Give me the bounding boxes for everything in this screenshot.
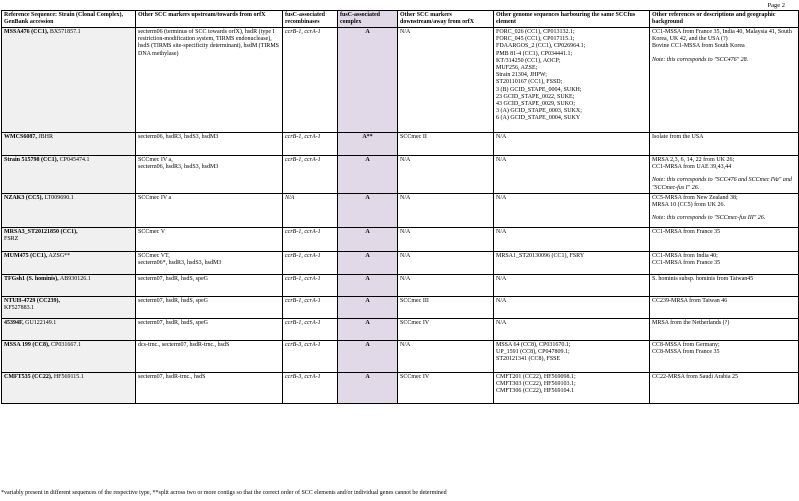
other-genomes: MSSA 64 (CC8), CP031670.1; UP_1591 (CC8), CP047809.1; ST20121341 (CC8), FSSE — [496, 341, 571, 363]
cell-complex — [338, 372, 398, 403]
cell-upstream — [136, 227, 283, 251]
col-header-other-genomes: Other genome sequences harbouring the same SCCfus element — [494, 11, 650, 28]
strain-name: MSSA 199 (CC8), — [4, 341, 50, 348]
other-genomes: CMFT201 (CC22), HF569098.1; CMFT303 (CC22), HF569103.1; CMFT306 (CC22), HF569104.1 — [496, 373, 576, 395]
strain-name: NTUH-4729 (CC239), — [4, 297, 60, 304]
strain-name: MUM475 (CC1), — [4, 252, 48, 259]
cell-references — [650, 251, 799, 274]
cell-strain — [2, 318, 136, 340]
cell-other-genomes — [494, 193, 650, 227]
cell-references — [650, 340, 799, 372]
cell-references — [650, 28, 799, 133]
complex-value: A** — [362, 134, 373, 140]
upstream-markers: secterm07, hsdR, hsdS, speG — [138, 297, 208, 304]
references-text: CC239-MRSA from Taiwan 46 — [652, 297, 728, 304]
upstream-markers: SCCmec VT, secterm06*, hsdR3, hsdS3, hsdM3 — [138, 252, 222, 267]
complex-value: A — [365, 157, 370, 163]
cell-downstream — [398, 28, 494, 133]
cell-strain — [2, 156, 136, 194]
genbank-accession: AZSG** — [47, 252, 71, 259]
references-text: CC5-MRSA from New Zealand 38; MRSA 10 (CC5) from UK 26. — [652, 194, 738, 209]
cell-complex — [338, 340, 398, 372]
downstream-markers: N/A — [400, 252, 411, 259]
cell-upstream — [136, 274, 283, 296]
cell-strain — [2, 372, 136, 403]
downstream-markers: N/A — [400, 341, 411, 348]
upstream-markers: SCCmec IV a — [138, 194, 172, 201]
col-header-recombinases: fusC-associated recombinases — [283, 11, 338, 28]
references-text: MRSA from the Netherlands (?) — [652, 319, 730, 326]
cell-strain — [2, 227, 136, 251]
other-genomes: N/A — [496, 134, 507, 140]
cell-upstream — [136, 156, 283, 194]
table-row — [2, 296, 799, 318]
complex-value: A — [365, 373, 370, 380]
cell-upstream — [136, 372, 283, 403]
cell-recombinases — [283, 296, 338, 318]
strain-name: MSSA476 (CC1), — [4, 29, 49, 35]
complex-value: A — [365, 297, 370, 304]
cell-upstream — [136, 193, 283, 227]
cell-recombinases — [283, 156, 338, 194]
cell-other-genomes — [494, 227, 650, 251]
upstream-markers: SCCmec IV a, secterm06, hsdR3, hsdS3, hsdM3 — [138, 157, 219, 171]
cell-other-genomes — [494, 133, 650, 156]
recombinases: ccrB-1, ccrA-1 — [285, 157, 321, 163]
genbank-accession: CP045474.1 — [58, 157, 90, 163]
recombinases: ccrB-1, ccrA-1 — [285, 252, 321, 259]
references-text: S. hominis subsp. hominis from Taiwan45 — [652, 275, 754, 282]
downstream-markers: SCCmec II — [400, 134, 427, 140]
cell-recombinases — [283, 340, 338, 372]
col-header-strain: Reference Sequence: Strain (Clonal Complex), GenBank accession — [2, 11, 136, 28]
cell-complex — [338, 296, 398, 318]
note-text: Note: this corresponds to "SCCmec-fus III" 26. — [652, 215, 766, 222]
recombinases: ccrB-3, ccrA-1 — [285, 341, 321, 348]
cell-complex — [338, 133, 398, 156]
other-genomes: FORC_026 (CC1), CP013132.1; FORC_045 (CC1), CP017115.1; FDAARGOS_2 (CC1), CP026964.1; PMB 81-4 (CC1), CP034441.1; KT/314250 (CC1), AOCP; MUF256, AZSE; Strain 21304, JHPW; ST20110167 (CC1), FSSD; 3 (B) GCID_STAPE_0004, SUKH; 23 GCID_STAPE_0022, SUKE; 43 GCID_STAPE_0029, SUKO; 3 (A) GCID_STAPE_0003, SUKX; 6 (A) GCID_STAPE_0004, SUKY — [496, 29, 586, 122]
downstream-markers: SCCmec III — [400, 297, 429, 304]
references-text: CC8-MSSA from Germany; CC8-MSSA from France 35 — [652, 341, 720, 356]
cell-references — [650, 156, 799, 194]
complex-value: A — [365, 319, 370, 326]
cell-recombinases — [283, 227, 338, 251]
cell-other-genomes — [494, 340, 650, 372]
cell-other-genomes — [494, 156, 650, 194]
scc-fus-table — [1, 10, 799, 404]
cell-other-genomes — [494, 296, 650, 318]
cell-downstream — [398, 296, 494, 318]
other-genomes: N/A — [496, 194, 507, 201]
references-text: CC1-MRSA from France 35 — [652, 228, 721, 235]
cell-recombinases — [283, 193, 338, 227]
upstream-markers: secterm07, hsdR, hsdS, speG — [138, 319, 208, 326]
cell-downstream — [398, 133, 494, 156]
cell-strain — [2, 28, 136, 133]
complex-value: A — [365, 341, 370, 348]
col-header-downstream: Other SCC markers downstream/away from orfX — [398, 11, 494, 28]
cell-strain — [2, 274, 136, 296]
strain-name: MRSA3_ST20121850 (CC1), — [4, 228, 78, 235]
other-genomes: N/A — [496, 297, 507, 304]
note-text: Note: this corresponds to "SCC476" 28. — [652, 56, 749, 63]
table-header-row — [2, 11, 799, 28]
cell-recombinases — [283, 251, 338, 274]
cell-other-genomes — [494, 251, 650, 274]
table-row — [2, 156, 799, 194]
recombinases: ccrB-1, ccrA-1 — [285, 297, 321, 304]
other-genomes: N/A — [496, 228, 507, 235]
cell-recombinases — [283, 274, 338, 296]
table-row — [2, 193, 799, 227]
cell-complex — [338, 193, 398, 227]
genbank-accession: CP031667.1 — [49, 341, 81, 348]
genbank-accession: AB930126.1 — [58, 275, 91, 282]
col-header-upstream: Other SCC markers upstream/towards from orfX — [136, 11, 283, 28]
recombinases: ccrB-3, ccrA-1 — [285, 373, 321, 380]
cell-upstream — [136, 318, 283, 340]
upstream-markers: secterm07, hsdR, hsdS, speG — [138, 275, 208, 282]
strain-name: CMFT535 (CC22), — [4, 373, 53, 380]
table-row — [2, 227, 799, 251]
table-footnote: *variably present in different sequences of the respective type, **split across two or more contigs so that the correct order of SCC elements and/or individual genes cannot be determined — [1, 490, 447, 496]
cell-downstream — [398, 340, 494, 372]
genbank-accession: BX571857.1 — [48, 29, 81, 35]
col-header-references: Other references or descriptions and geographic background — [650, 11, 799, 28]
col-header-complex: fusC-associated complex — [338, 11, 398, 28]
table-row — [2, 340, 799, 372]
cell-downstream — [398, 193, 494, 227]
cell-upstream — [136, 296, 283, 318]
table-row — [2, 133, 799, 156]
note-text: Note: this corresponds to "SCC476 and SCCmec IVa" and "SCCmec-fus I" 26. — [652, 177, 792, 191]
table-row — [2, 251, 799, 274]
downstream-markers: SCCmec IV — [400, 373, 430, 380]
cell-other-genomes — [494, 372, 650, 403]
cell-downstream — [398, 372, 494, 403]
cell-upstream — [136, 340, 283, 372]
complex-value: A — [365, 275, 370, 282]
genbank-accession: JBHR — [36, 134, 54, 140]
cell-complex — [338, 274, 398, 296]
table-row — [2, 28, 799, 133]
complex-value: A — [365, 194, 370, 201]
cell-upstream — [136, 251, 283, 274]
cell-upstream — [136, 28, 283, 133]
genbank-accession: FSRZ — [4, 236, 19, 243]
upstream-markers: secterm06 (terminus of SCC towards orfX), hsdR (type I restriction-modification system, TIRMS endonuclease), hsdS (TIRMS site-specificity determinant), hsdM (TIRMS DNA methylase) — [138, 29, 279, 57]
strain-name: TFGsh1 (S. hominis), — [4, 275, 59, 282]
recombinases: ccrB-1, ccrA-1 — [285, 319, 321, 326]
downstream-markers: N/A — [400, 275, 411, 282]
genbank-accession: HF569115.1 — [52, 373, 84, 380]
recombinases: ccrB-1, ccrA-1 — [285, 275, 321, 282]
downstream-markers: N/A — [400, 157, 411, 163]
cell-complex — [338, 227, 398, 251]
upstream-markers: secterm07, hsdR-trnc., hsdS — [138, 373, 206, 380]
upstream-markers: secterm06, hsdR3, hsdS3, hsdM3 — [138, 134, 219, 140]
cell-other-genomes — [494, 28, 650, 133]
genbank-accession: LT009690.1 — [43, 194, 74, 201]
cell-references — [650, 193, 799, 227]
upstream-markers: SCCmec V — [138, 228, 166, 235]
complex-value: A — [365, 29, 370, 35]
upstream-markers: dcs-trnc., secterm07, hsdR-trnc., hsdS — [138, 341, 230, 348]
references-text: CC22-MRSA from Saudi Arabia 25 — [652, 373, 739, 380]
cell-strain — [2, 251, 136, 274]
cell-complex — [338, 156, 398, 194]
cell-strain — [2, 133, 136, 156]
cell-references — [650, 274, 799, 296]
cell-complex — [338, 28, 398, 133]
other-genomes: N/A — [496, 319, 507, 326]
cell-references — [650, 318, 799, 340]
cell-complex — [338, 251, 398, 274]
cell-strain — [2, 340, 136, 372]
downstream-markers: N/A — [400, 228, 411, 235]
cell-recombinases — [283, 133, 338, 156]
strain-name: NZAK3 (CC5), — [4, 194, 43, 201]
cell-references — [650, 133, 799, 156]
cell-downstream — [398, 251, 494, 274]
complex-value: A — [365, 228, 370, 235]
other-genomes: N/A — [496, 157, 507, 163]
cell-downstream — [398, 156, 494, 194]
cell-strain — [2, 296, 136, 318]
references-text: MRSA 2,3, 6, 14, 22 from UK 26; CC1-MRSA from UAE 39,43,44 — [652, 157, 735, 171]
cell-downstream — [398, 274, 494, 296]
cell-complex — [338, 318, 398, 340]
table-row — [2, 372, 799, 403]
recombinases: ccrB-1, ccrA-1 — [285, 29, 321, 35]
downstream-markers: N/A — [400, 194, 411, 201]
downstream-markers: N/A — [400, 29, 411, 35]
references-text: CC1-MRSA from India 40; CC1-MRSA from France 35 — [652, 252, 721, 267]
other-genomes: N/A — [496, 275, 507, 282]
table-row — [2, 318, 799, 340]
cell-downstream — [398, 318, 494, 340]
cell-other-genomes — [494, 318, 650, 340]
strain-name: 45394F, — [4, 319, 24, 326]
cell-downstream — [398, 227, 494, 251]
complex-value: A — [365, 252, 370, 259]
strain-name: WMCS6087, — [4, 134, 37, 140]
references-text: CC1-MSSA from France 35, India 40, Malaysia 41, South Korea, UK 42, and the USA (?) Bovine CC1-MSSA from South Korea — [652, 29, 792, 50]
cell-recombinases — [283, 372, 338, 403]
recombinases: N/A — [285, 194, 295, 201]
cell-references — [650, 296, 799, 318]
cell-other-genomes — [494, 274, 650, 296]
cell-recombinases — [283, 28, 338, 133]
cell-recombinases — [283, 318, 338, 340]
cell-upstream — [136, 133, 283, 156]
other-genomes: MRSA1_ST20130096 (CC1), FSRY — [496, 252, 585, 259]
page-number: Page 2 — [767, 2, 785, 9]
genbank-accession: KF527883.1 — [4, 305, 35, 312]
downstream-markers: SCCmec IV — [400, 319, 430, 326]
references-text: Isolate from the USA — [652, 134, 704, 140]
strain-name: Strain 515798 (CC1), — [4, 157, 59, 163]
cell-strain — [2, 193, 136, 227]
recombinases: ccrB-1, ccrA-1 — [285, 228, 321, 235]
cell-references — [650, 372, 799, 403]
table-row — [2, 274, 799, 296]
cell-references — [650, 227, 799, 251]
genbank-accession: GU122149.1 — [23, 319, 57, 326]
recombinases: ccrB-1, ccrA-1 — [285, 134, 321, 140]
